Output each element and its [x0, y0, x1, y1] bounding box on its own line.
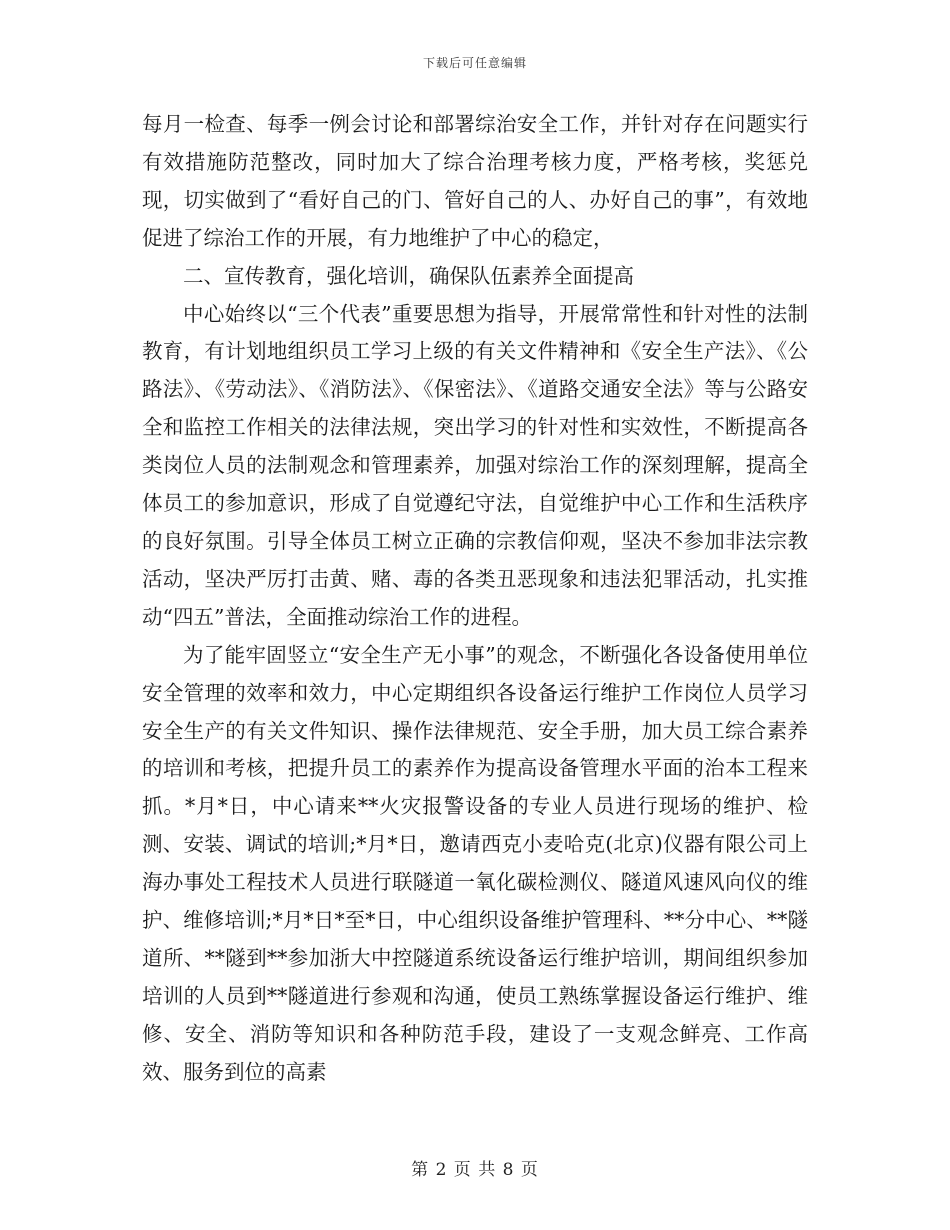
page-header: 下载后可任意编辑 [422, 56, 527, 70]
body-paragraph: 中心始终以“三个代表”重要思想为指导，开展常常性和针对性的法制教育，有计划地组织员工学习上级的有关文件精神和《安全生产法》、《公路法》、《劳动法》、《消防法》、《保密法》、《道路交通安全法》等与公路安全和监控工作相关的法律法规，突出学习的针对性和实效性，不断提高各类岗位人员的法制观念和管理素养，加强对综治工作的深刻理解，提高全体员工的参加意识，形成了自觉遵纪守法，自觉维护中心工作和生活秩序的良好氛围。引导全体员工树立正确的宗教信仰观，坚决不参加非法宗教活动，坚决严厉打击黄、赌、毒的各类丑恶现象和违法犯罪活动，扎实推动“四五”普法，全面推动综治工作的进程。 [142, 301, 808, 629]
continuation-paragraph: 每月一检查、每季一例会讨论和部署综治安全工作，并针对存在问题实行有效措施防范整改，同时加大了综合治理考核力度，严格考核，奖惩兑现，切实做到了“看好自己的门、管好自己的人、办好自己的事”，有效地促进了综治工作的开展，有力地维护了中心的稳定， [142, 112, 808, 250]
document-body [142, 106, 808, 1092]
section-heading: 二、宣传教育，强化培训，确保队伍素养全面提高 [183, 263, 634, 288]
page-footer: 第 2 页 共 8 页 [411, 1160, 539, 1180]
body-paragraph: 为了能牢固竖立“安全生产无小事”的观念，不断强化各设备使用单位安全管理的效率和效力，中心定期组织各设备运行维护工作岗位人员学习安全生产的有关文件知识、操作法律规范、安全手册，加大员工综合素养的培训和考核，把提升员工的素养作为提高设备管理水平面的治本工程来抓。*月*日，中心请来**火灾报警设备的专业人员进行现场的维护、检测、安装、调试的培训;*月*日，邀请西克小麦哈克(北京)仪器有限公司上海办事处工程技术人员进行联隧道一氧化碳检测仪、隧道风速风向仪的维护、维修培训;*月*日*至*日，中心组织设备维护管理科、**分中心、**隧道所、**隧到**参加浙大中控隧道系统设备运行维护培训，期间组织参加培训的人员到**隧道进行参观和沟通，使员工熟练掌握设备运行维护、维修、安全、消防等知识和各种防范手段，建设了一支观念鲜亮、工作高效、服务到位的高素 [142, 642, 808, 1084]
